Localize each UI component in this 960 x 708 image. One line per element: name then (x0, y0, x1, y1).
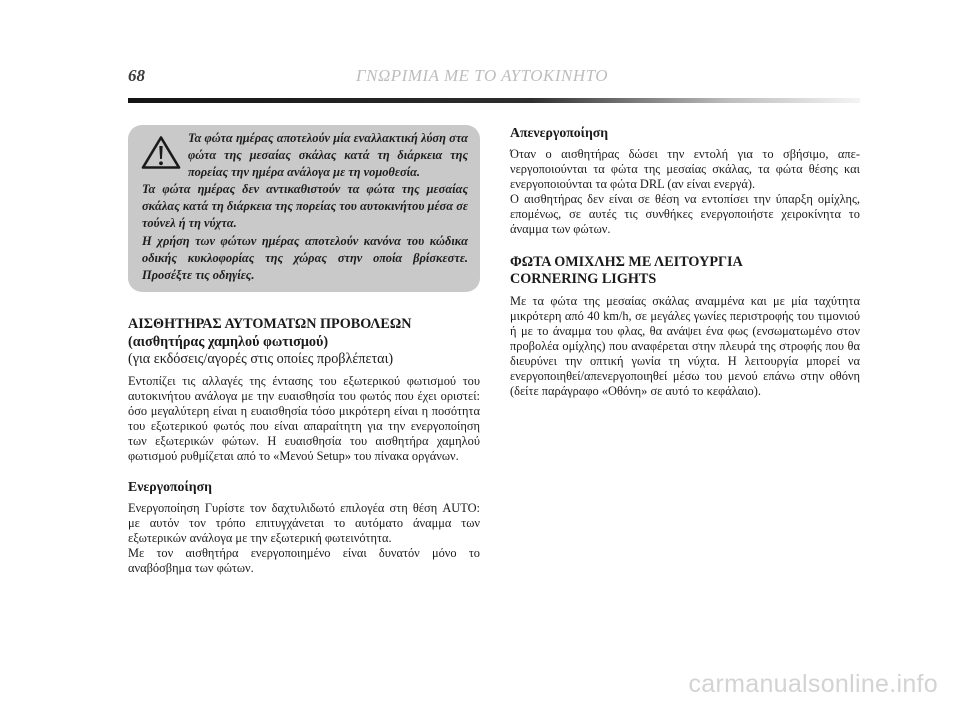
deactivation-paragraph: Όταν ο αισθητήρας δώσει την εντολή για το σβήσιμο, απενεργοποιούνται τα φώτα της μεσαίας σκάλας, τα φώτα θέσης και ενεργοποιούνται τα φώτα DRL (αν είναι ενεργά). (510, 147, 860, 192)
page-number: 68 (128, 66, 145, 85)
deactivation-heading: Απενεργοποίηση (510, 125, 609, 140)
running-title: ΓΝΩΡΙΜΙΑ ΜΕ ΤΟ ΑΥΤΟΚΙΝΗΤΟ (356, 66, 609, 85)
activation-heading: Ενεργοποίηση (128, 479, 212, 495)
fog-lights-paragraph: Με τα φώτα της μεσαίας σκάλας αναμμένα και με μία ταχύτητα μικρότερη από 40 km/h, σε μεγάλες γωνίες περιστροφής του τιμονιού ή με το άναμμα του φλας, θα ανάψει ένα φως (ενσωματωμένο στον προβολέα ομίχλης) που αναφέρεται στην πλευρά της στροφής που θα διευρύνει την οπτική γωνία τη νύχτα. Η λειτουργία μπορεί να ενεργοποιηθεί/απενεργοποιηθεί μέσω του μενού επάνω στην οθόνη (δείτε παράγραφο «Οθόνη» σε αυτό το κεφάλαιο). (510, 293, 860, 399)
sensor-intro-paragraph: Εντοπίζει τις αλλαγές της έντασης του εξωτερικού φωτισμού του αυτοκινήτου ανάλογα με την ευαισθησία του φωτός που έχει οριστεί: όσο μεγαλύτερη είναι η ευαισθησία τόσο μικρότερη είναι η ποσότητα του εξωτερικού φωτός που είναι απαραίτητη για την ενεργοποίηση των εξωτερικών φώτων. Η ευαισθησία του αισθητήρα χαμηλού φωτισμού ρυθμίζεται από το «Μενού Setup» του πίνακα οργάνων. (128, 373, 480, 463)
warning-triangle-icon (141, 135, 181, 170)
section-title-sensor: ΑΙΣΘΗΤΗΡΑΣ ΑΥΤΟΜΑΤΩΝ ΠΡΟΒΟΛΕΩΝ (128, 316, 412, 332)
deactivation-paragraph: Ο αισθητήρας δεν είναι σε θέση να εντοπίσει την ύπαρξη ομίχλης, επομένως, σε αυτές τις συνθήκες ενεργοποιήστε χειροκίνητα το άναμμα των φώτων. (510, 192, 860, 237)
fog-lights-heading: ΦΩΤΑ ΟΜΙΧΛΗΣ ΜΕ ΛΕΙΤΟΥΡΓΙΑ (510, 253, 743, 270)
warning-paragraph: Τα φώτα ημέρας αποτελούν μία εναλλακτική λύση στα φώτα της μεσαίας σκάλας κατά τη διάρκεια της πορείας την ημέρα ανάλογα με τη νομοθεσία. (188, 131, 468, 180)
fog-lights-heading-sub: CORNERING LIGHTS (510, 271, 657, 288)
warning-paragraph: Τα φώτα ημέρας δεν αντικαθιστούν τα φώτα της μεσαίας σκάλας κατά τη διάρκεια της πορείας του αυτοκινήτου μέσα σε τούνελ ή τη νύχτα. (142, 182, 468, 231)
section-availability-note: (για εκδόσεις/αγορές στις οποίες προβλέπεται) (128, 351, 394, 367)
warning-box (128, 125, 480, 292)
activation-paragraph: Με τον αισθητήρα ενεργοποιημένο είναι δυνατόν μόνο το αναβόσβημα των φώτων. (128, 546, 480, 576)
warning-text (142, 130, 468, 284)
warning-paragraph: Η χρήση των φώτων ημέρας αποτελούν κανόνα του κώδικα οδικής κυκλοφορίας της χώρας στην οποία βρίσκεστε. Προσέξτε τις οδηγίες. (142, 233, 468, 282)
section-subtitle-sensor: (αισθητήρας χαμηλού φωτισμού) (128, 333, 329, 350)
watermark: carmanualsonline.info (688, 670, 938, 698)
activation-paragraph: Ενεργοποίηση Γυρίστε τον δαχτυλιδωτό επιλογέα στη θέση AUTO: με αυτόν τον τρόπο επιτυγχάνεται το αυτόματο άναμμα των εξωτερικών ανάλογα με την εξωτερική φωτεινότητα. (128, 501, 480, 546)
left-column (128, 316, 480, 577)
header-rule (128, 98, 860, 103)
right-column (510, 124, 860, 399)
